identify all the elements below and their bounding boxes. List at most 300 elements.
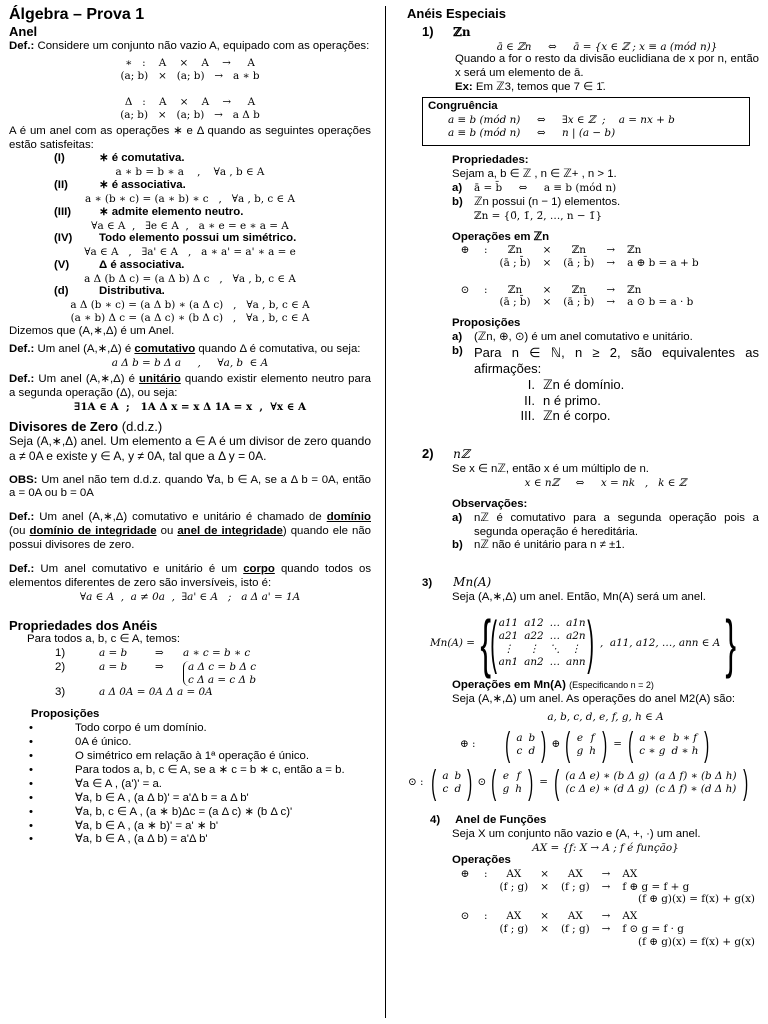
fdot-eval: (f ⊕ g)(x) = f(x) + g(x) bbox=[638, 935, 755, 948]
op-cell: × bbox=[542, 244, 552, 257]
op-cell: → bbox=[601, 910, 611, 923]
def-corpo-formula: ∀a ∈ A , a ≠ 0a , ∃a' ∈ A ; a Δ a' = 1A bbox=[79, 590, 301, 603]
item-rhs bbox=[183, 661, 256, 686]
right-paren: ) bbox=[528, 763, 534, 802]
matrix-row bbox=[500, 770, 525, 783]
op-cell: (ā ; b̄) bbox=[499, 296, 531, 309]
proposicao-item bbox=[9, 736, 371, 750]
item-lhs: a Δ 0A = 0A Δ a = 0A bbox=[99, 686, 213, 699]
column-divider bbox=[385, 6, 386, 1018]
right-paren: ) bbox=[586, 610, 594, 676]
op-cell: → bbox=[601, 880, 611, 893]
matrix-dot bbox=[400, 763, 759, 802]
implies-icon: ⇒ bbox=[155, 647, 164, 660]
matrix-a bbox=[502, 725, 550, 764]
bullet-icon: • bbox=[29, 805, 33, 818]
prop-aneis-item bbox=[9, 686, 371, 700]
property-item bbox=[9, 206, 371, 220]
rhs-line: c Δ a = c Δ b bbox=[188, 673, 257, 686]
page-title: Álgebra – Prova 1 bbox=[9, 6, 145, 23]
def-text: quando todos os elementos diferentes de zero são inversíveis, isto é: bbox=[9, 563, 372, 589]
property-name: Δ é associativa. bbox=[99, 258, 185, 271]
obs-text: Um anel não tem d.d.z. quando ∀a, b ∈ A, se a Δ b = 0A, então a = 0A ou b = 0A bbox=[9, 473, 371, 500]
op-cell: (f ; g) bbox=[499, 922, 529, 935]
property-formula: a ∗ b = b ∗ a , ∀a , b ∈ A bbox=[115, 166, 265, 179]
op-cell: → bbox=[606, 244, 616, 257]
matrix-cell: a2n bbox=[566, 630, 586, 643]
ops-zn bbox=[400, 231, 759, 310]
def-text: (ou bbox=[9, 525, 26, 538]
op-cell: × bbox=[540, 868, 549, 881]
op-cell: ⊕ bbox=[460, 868, 470, 881]
aneis-especiais-heading: Anéis Especiais bbox=[407, 6, 506, 21]
congruencia-line1: a ≡ b (mód n) ⇔ ∃x ∈ ℤ ; a = nx + b bbox=[448, 113, 675, 126]
def-anel bbox=[9, 40, 371, 54]
property-item bbox=[9, 152, 371, 166]
item-rhs: a ∗ c = b ∗ c bbox=[183, 647, 251, 660]
op-cell: (ā ; b̄) bbox=[499, 257, 531, 270]
op-cell: : bbox=[484, 283, 488, 296]
op-cell: AX bbox=[506, 868, 522, 881]
op-row bbox=[452, 296, 713, 309]
op-cell: (f ; g) bbox=[560, 922, 590, 935]
s1-body bbox=[400, 41, 759, 95]
op-cell: → bbox=[606, 296, 616, 309]
ddz-text: Seja (A,∗,Δ) anel. Um elemento a ∈ A é um divisor de zero quando a ≠ 0A e existe y ∈ A, y ≠ 0A, tal que a Δ y = 0A. bbox=[9, 434, 371, 463]
right-column bbox=[400, 0, 759, 948]
left-paren: ( bbox=[565, 725, 571, 764]
proposicao-item bbox=[9, 750, 371, 764]
property-item bbox=[9, 285, 371, 299]
matrix-row bbox=[513, 745, 538, 758]
ex-text: Em ℤ3, temos que 7 ∈ 1̄. bbox=[475, 81, 606, 93]
property-tag: (IV) bbox=[54, 232, 73, 245]
matrix-cell: a11 bbox=[498, 617, 519, 630]
fplus-eval: (f ⊕ g)(x) = f(x) + g(x) bbox=[638, 893, 755, 906]
roman-numeral: III. bbox=[520, 408, 535, 424]
matrix-cell: an2 bbox=[524, 656, 544, 669]
left-paren: ( bbox=[490, 610, 498, 676]
matrix-cell: a22 bbox=[524, 630, 544, 643]
op-cell: ⊙ bbox=[460, 910, 470, 923]
prop-aneis-item bbox=[9, 661, 371, 686]
def-anel-text: Considere um conjunto não vazio A, equipado com as operações: bbox=[37, 39, 370, 52]
property-formula: a Δ (b Δ c) = (a Δ b) Δ c , ∀a , b, c ∈ A bbox=[84, 272, 296, 285]
matrix-b bbox=[562, 725, 610, 764]
op-cell: AX bbox=[567, 910, 583, 923]
op-cell bbox=[478, 296, 494, 309]
item-number: 3) bbox=[55, 686, 66, 699]
property-tag: (V) bbox=[54, 258, 70, 271]
op-cell bbox=[478, 257, 494, 270]
op-cell bbox=[452, 296, 478, 309]
op-cell: : bbox=[484, 244, 488, 257]
implies-icon: ⇒ bbox=[155, 660, 164, 673]
op-cell: → bbox=[606, 283, 616, 296]
roman-text: n é primo. bbox=[543, 392, 601, 408]
matrix-cell: (a Δ f) ∗ (b Δ h) bbox=[655, 769, 737, 782]
op-star-line2: (a; b) × (a; b) → a ∗ b bbox=[120, 69, 260, 82]
matrix-cell: ⋮ bbox=[503, 643, 514, 656]
proposicoes-heading: Proposições bbox=[31, 708, 100, 721]
matrix-row bbox=[500, 783, 525, 796]
proposicao-text: ∀a, b ∈ A , (a Δ b)' = a'Δ b = a Δ b' bbox=[75, 791, 249, 804]
op-row bbox=[452, 257, 713, 270]
op-cell: × bbox=[542, 283, 552, 296]
right-paren: ) bbox=[742, 763, 748, 802]
def-text: ou bbox=[160, 525, 174, 538]
operacoes-heading: Operações bbox=[452, 854, 511, 867]
op-delta-line1: Δ : A × A → A bbox=[124, 96, 256, 109]
matrix-cell: c ∗ g bbox=[639, 744, 666, 757]
bullet-icon: • bbox=[29, 777, 33, 790]
matrix-row bbox=[439, 770, 464, 783]
item-lhs: a = b bbox=[99, 647, 128, 660]
left-paren: ( bbox=[491, 763, 497, 802]
op-cell: f ⊙ g = f · g bbox=[622, 922, 684, 935]
property-item bbox=[9, 232, 371, 246]
op-cell: ℤn bbox=[571, 244, 586, 257]
proposicao-text: ∀a, b ∈ A , (a Δ b) = a'Δ b' bbox=[75, 833, 208, 846]
ops-mn-heading: Operações em Mn(A) bbox=[452, 679, 566, 692]
oplus-sign: ⊕ bbox=[551, 738, 561, 751]
congruencia-line2: a ≡ b (mód n) ⇔ n | (a − b) bbox=[448, 126, 616, 139]
matrix-row bbox=[574, 745, 599, 758]
matrix-cell: a21 bbox=[498, 630, 519, 643]
op-cell: × bbox=[542, 296, 552, 309]
term-corpo: corpo bbox=[243, 563, 275, 576]
matrix-row bbox=[636, 745, 701, 758]
list-label: b) bbox=[452, 539, 463, 552]
term-unitario: unitário bbox=[139, 373, 181, 386]
matrix-cell: … bbox=[549, 617, 561, 630]
roman-numeral: II. bbox=[524, 392, 535, 408]
obs-label: OBS: bbox=[9, 473, 38, 486]
roman-list bbox=[452, 377, 759, 425]
ops-mn-text: Seja (A,∗,Δ) um anel. As operações do anel M2(A) são: bbox=[452, 693, 736, 706]
s2-body bbox=[400, 463, 759, 553]
op-cell: × bbox=[540, 880, 549, 893]
prop-aneis-intro: Para todos a, b, c ∈ A, temos: bbox=[27, 633, 181, 646]
matrix-cell: a12 bbox=[524, 617, 544, 630]
op-cell bbox=[478, 923, 494, 936]
matrix-cell: a ∗ e bbox=[639, 731, 666, 744]
list-label: a) bbox=[452, 331, 463, 344]
op-cell: → bbox=[601, 922, 611, 935]
op-row bbox=[452, 881, 708, 894]
op-cell: → bbox=[606, 257, 616, 270]
bullet-icon: • bbox=[29, 722, 33, 735]
roman-item bbox=[452, 377, 759, 393]
op-cell: ⊙ bbox=[460, 283, 470, 296]
anel-intro: A é um anel com as operações ∗ e Δ quando as seguintes operações estão satisfeitas: bbox=[9, 124, 371, 151]
zn-set: ℤn = {0̄, 1̄, 2̄, …, n − 1̄} bbox=[474, 209, 603, 222]
proposicao-item bbox=[9, 833, 371, 847]
property-tag: (I) bbox=[54, 152, 65, 165]
property-item bbox=[9, 179, 371, 193]
matrix-cell: a bbox=[516, 731, 523, 744]
matrix-cell: ⋮ bbox=[528, 643, 540, 656]
propriedades-intro: Sejam a, b ∈ ℤ , n ∈ ℤ+ , n > 1. bbox=[452, 168, 617, 181]
left-brace: { bbox=[480, 607, 491, 680]
op-cell: × bbox=[542, 257, 552, 270]
def-comut-formula: a Δ b = b Δ a , ∀a, b ∈ A bbox=[111, 356, 269, 369]
property-formula: ∀a ∈ A , ∃a' ∈ A , a ∗ a' = a' ∗ a = e bbox=[84, 246, 296, 259]
obs-ddz bbox=[9, 474, 371, 502]
op-cell: ℤn bbox=[627, 244, 642, 257]
prop2-a bbox=[452, 331, 759, 345]
op-cell: × bbox=[540, 910, 549, 923]
property-name: Todo elemento possui um simétrico. bbox=[99, 232, 297, 245]
bullet-icon: • bbox=[29, 763, 33, 776]
odot-symbol: ⊙ : bbox=[408, 776, 424, 789]
observacoes-heading: Observações: bbox=[452, 497, 528, 510]
property-formula: ∀a ∈ A , ∃e ∈ A , a ∗ e = e ∗ a = A bbox=[91, 219, 289, 232]
property-formula: (a ∗ b) Δ c = (a Δ c) ∗ (b Δ c) , ∀a , b, c ∈ A bbox=[70, 312, 310, 325]
nz-formula: x ∈ nℤ ⇔ x = nk , k ∈ ℤ bbox=[524, 477, 687, 490]
op-cell bbox=[452, 257, 478, 270]
op-dot-table bbox=[452, 284, 713, 309]
op-cell: (ā ; b̄) bbox=[563, 257, 595, 270]
op-star-line1: ∗ : A × A → A bbox=[125, 56, 255, 69]
term-dominio-integridade: domínio de integridade bbox=[29, 525, 157, 538]
matrix-cell: a1n bbox=[566, 617, 586, 630]
def-text: ) quando ele não possui divisores de zero. bbox=[9, 525, 371, 552]
matrix-row bbox=[562, 770, 739, 783]
section-title: Mn(A) bbox=[453, 575, 492, 590]
op-cell: (f ; g) bbox=[560, 880, 590, 893]
op-cell bbox=[452, 923, 478, 936]
section-number: 2) bbox=[422, 446, 434, 462]
proposicao-text: 0A é único. bbox=[75, 736, 132, 749]
ops-mn bbox=[400, 679, 759, 724]
op-cell: × bbox=[540, 922, 549, 935]
item-number: 1) bbox=[55, 647, 66, 660]
op-cell: : bbox=[484, 868, 488, 881]
def-text: Um anel (A,∗,Δ) é bbox=[37, 342, 132, 355]
proposicao-item bbox=[9, 792, 371, 806]
def-label: Def.: bbox=[9, 511, 35, 524]
roman-item bbox=[452, 408, 759, 424]
property-tag: (III) bbox=[54, 205, 72, 218]
matrix-row bbox=[496, 617, 589, 630]
ddz-title: Divisores de Zero bbox=[9, 418, 119, 434]
property-name: ∗ é comutativa. bbox=[99, 152, 185, 165]
mn-lhs: Mn(A) = bbox=[430, 636, 475, 649]
matrix-cell: … bbox=[549, 630, 561, 643]
def-unitario bbox=[9, 373, 371, 401]
bullet-icon: • bbox=[29, 791, 33, 804]
matrix-row bbox=[574, 732, 599, 745]
roman-numeral: I. bbox=[527, 376, 535, 392]
matrix-cell: ⋮ bbox=[570, 643, 582, 656]
op-row bbox=[452, 284, 713, 297]
mn-matrix bbox=[496, 617, 589, 669]
matrix-cell: b ∗ f bbox=[672, 731, 698, 744]
prop2-b bbox=[452, 345, 759, 377]
matrix-cell: (c Δ f) ∗ (d Δ h) bbox=[655, 782, 737, 795]
term-dominio: domínio bbox=[326, 511, 371, 524]
zn-properties bbox=[400, 154, 759, 222]
matrix-cell: b bbox=[454, 769, 462, 782]
matrix-row bbox=[562, 783, 739, 796]
def-text: Um anel comutativo e unitário é um bbox=[40, 563, 238, 576]
op-row bbox=[452, 244, 713, 257]
right-paren: ) bbox=[541, 725, 547, 764]
matrix-cell: an1 bbox=[498, 656, 519, 669]
oplus-symbol: ⊕ : bbox=[460, 738, 476, 751]
roman-text: ℤn é corpo. bbox=[543, 408, 611, 424]
s3-header bbox=[400, 575, 759, 591]
zn-text: Quando a for o resto da divisão euclidiana de x por n, então x será um elemento de ā. bbox=[455, 53, 759, 80]
proposicao-text: ∀a, b, c ∈ A , (a ∗ b)Δc = (a Δ c) ∗ (b Δ c)' bbox=[75, 805, 293, 818]
list-text: (ℤn, ⊕, ⊙) é um anel comutativo e unitário. bbox=[474, 331, 693, 344]
op-row bbox=[452, 910, 708, 923]
bullet-icon: • bbox=[29, 736, 33, 749]
fplus-table bbox=[452, 868, 708, 893]
item-lhs: a = b bbox=[99, 660, 128, 673]
matrix-cell: a bbox=[442, 769, 449, 782]
matrix-cell: ⋱ bbox=[549, 643, 561, 656]
list-label: b) bbox=[452, 344, 463, 357]
proposicao-text: ∀a ∈ A , (a')' = a. bbox=[75, 777, 162, 790]
def-label: Def.: bbox=[9, 563, 35, 576]
proposicoes-heading: Proposições bbox=[452, 317, 521, 330]
property-name: ∗ é associativa. bbox=[99, 179, 186, 192]
property-name: ∗ admite elemento neutro. bbox=[99, 205, 244, 218]
right-brace: } bbox=[725, 607, 737, 680]
matrix-cell: h bbox=[589, 744, 596, 757]
section-number: 1) bbox=[422, 23, 434, 39]
matrix-cell: f bbox=[590, 731, 595, 744]
list-label: a) bbox=[452, 182, 463, 194]
op-cell: : bbox=[484, 910, 488, 923]
odot-sign: ⊙ bbox=[477, 776, 487, 789]
matrix-2x2 bbox=[562, 770, 739, 796]
matrix-cell: e bbox=[576, 731, 583, 744]
matrix-2x2 bbox=[500, 770, 525, 796]
proposicao-item bbox=[9, 778, 371, 792]
anel-properties bbox=[9, 152, 371, 324]
rhs-line: a Δ c = b Δ c bbox=[188, 660, 257, 673]
matrix-a bbox=[428, 763, 476, 802]
op-row bbox=[452, 868, 708, 881]
section-number: 4) bbox=[430, 813, 441, 826]
list-text: nℤ não é unitário para n ≠ ±1. bbox=[474, 539, 625, 552]
list-text: Para n ∈ ℕ, n ≥ 2, são equivalentes as afirmações: bbox=[474, 344, 759, 376]
bullet-icon: • bbox=[29, 749, 33, 762]
equals-sign: = bbox=[613, 738, 622, 751]
op-cell: AX bbox=[567, 868, 583, 881]
op-cell: AX bbox=[622, 910, 638, 923]
bullet-icon: • bbox=[29, 819, 33, 832]
matrix-result bbox=[625, 725, 713, 764]
fdot-table bbox=[452, 910, 708, 935]
roman-text: ℤn é domínio. bbox=[543, 376, 625, 392]
matrix-cell: (a Δ e) ∗ (b Δ g) bbox=[565, 769, 650, 782]
op-delta-line2: (a; b) × (a; b) → a Δ b bbox=[120, 108, 260, 121]
op-cell: f ⊕ g = f + g bbox=[622, 880, 690, 893]
op-cell: a ⊕ b = a + b bbox=[627, 257, 699, 270]
matrix-cell: h bbox=[515, 782, 522, 795]
mn-text: Seja (A,∗,Δ) um anel. Então, Mn(A) será um anel. bbox=[452, 591, 706, 604]
op-cell: AX bbox=[506, 910, 522, 923]
list-text: nℤ é comutativo para a segunda operação pois a segunda operação é hereditária. bbox=[474, 511, 759, 538]
def-text: quando Δ é comutativa, ou seja: bbox=[198, 342, 361, 355]
s2-header bbox=[400, 446, 759, 463]
term-anel-integridade: anel de integridade bbox=[177, 525, 283, 538]
ops-zn-heading: Operações em ℤn bbox=[452, 230, 550, 243]
funcoes-text: Seja X um conjunto não vazio e (A, +, ·) um anel. bbox=[452, 827, 701, 840]
matrix-b bbox=[488, 763, 536, 802]
op-cell: ℤn bbox=[507, 283, 523, 296]
proposicao-item bbox=[9, 722, 371, 736]
roman-item bbox=[452, 393, 759, 409]
congruencia-box bbox=[422, 97, 750, 146]
matrix-2x2 bbox=[636, 732, 701, 758]
def-dominio bbox=[9, 511, 371, 553]
section-number: 3) bbox=[422, 577, 433, 590]
matrix-2x2 bbox=[439, 770, 464, 796]
section-title: ℤn bbox=[453, 24, 471, 39]
propriedades-heading: Propriedades: bbox=[452, 154, 529, 167]
mn-condition: , a11, a12, …, ann ∈ A bbox=[599, 636, 721, 649]
def-label: Def.: bbox=[9, 39, 35, 52]
list-label: b) bbox=[452, 195, 463, 208]
def-label: Def.: bbox=[9, 373, 35, 386]
list-label: a) bbox=[452, 511, 463, 524]
matrix-row bbox=[496, 630, 589, 643]
section-title: Anel de Funções bbox=[455, 813, 547, 826]
left-paren: ( bbox=[554, 763, 560, 802]
property-tag: (II) bbox=[54, 179, 68, 192]
def-corpo bbox=[9, 563, 371, 591]
matrix-row bbox=[439, 783, 464, 796]
left-paren: ( bbox=[431, 763, 437, 802]
property-formula: a Δ (b ∗ c) = (a Δ b) ∗ (a Δ c) , ∀a , b, c ∈ A bbox=[70, 299, 310, 312]
proposicoes-zn bbox=[400, 317, 759, 424]
property-name: Distributiva. bbox=[99, 285, 165, 298]
dizemos: Dizemos que (A,∗,Δ) é um Anel. bbox=[9, 324, 175, 337]
matrix-cell: g bbox=[502, 782, 510, 795]
matrix-cell: f bbox=[516, 769, 521, 782]
ex-label: Ex: bbox=[455, 81, 473, 93]
def-comutativo bbox=[9, 343, 371, 357]
op-cell: (ā ; b̄) bbox=[563, 296, 595, 309]
section-title: nℤ bbox=[453, 447, 470, 462]
op-cell: a ⊙ b = a · b bbox=[627, 296, 694, 309]
left-column bbox=[9, 0, 371, 847]
proposicao-text: Para todos a, b, c ∈ A, se a ∗ c = b ∗ c, então a = b. bbox=[75, 763, 345, 776]
proposicao-item bbox=[9, 764, 371, 778]
prop-aneis-heading: Propriedades dos Anéis bbox=[9, 617, 158, 633]
term-comutativo: comutativo bbox=[134, 342, 196, 355]
def-text: Um anel (A,∗,Δ) é bbox=[38, 373, 135, 386]
matrix-cell: b bbox=[528, 731, 536, 744]
funcoes-def: AX = {f: X → A ; f é função} bbox=[532, 841, 679, 854]
matrix-cell: ann bbox=[566, 656, 586, 669]
prop-aneis-list bbox=[9, 647, 371, 700]
op-cell: ℤn bbox=[507, 244, 523, 257]
property-item bbox=[9, 259, 371, 273]
property-tag: (d) bbox=[54, 285, 69, 298]
op-cell bbox=[452, 881, 478, 894]
matrix-row bbox=[636, 732, 701, 745]
matrix-cell: c bbox=[442, 782, 449, 795]
equals-sign: = bbox=[539, 776, 548, 789]
matrix-result bbox=[551, 763, 751, 802]
op-plus-table bbox=[452, 244, 713, 269]
